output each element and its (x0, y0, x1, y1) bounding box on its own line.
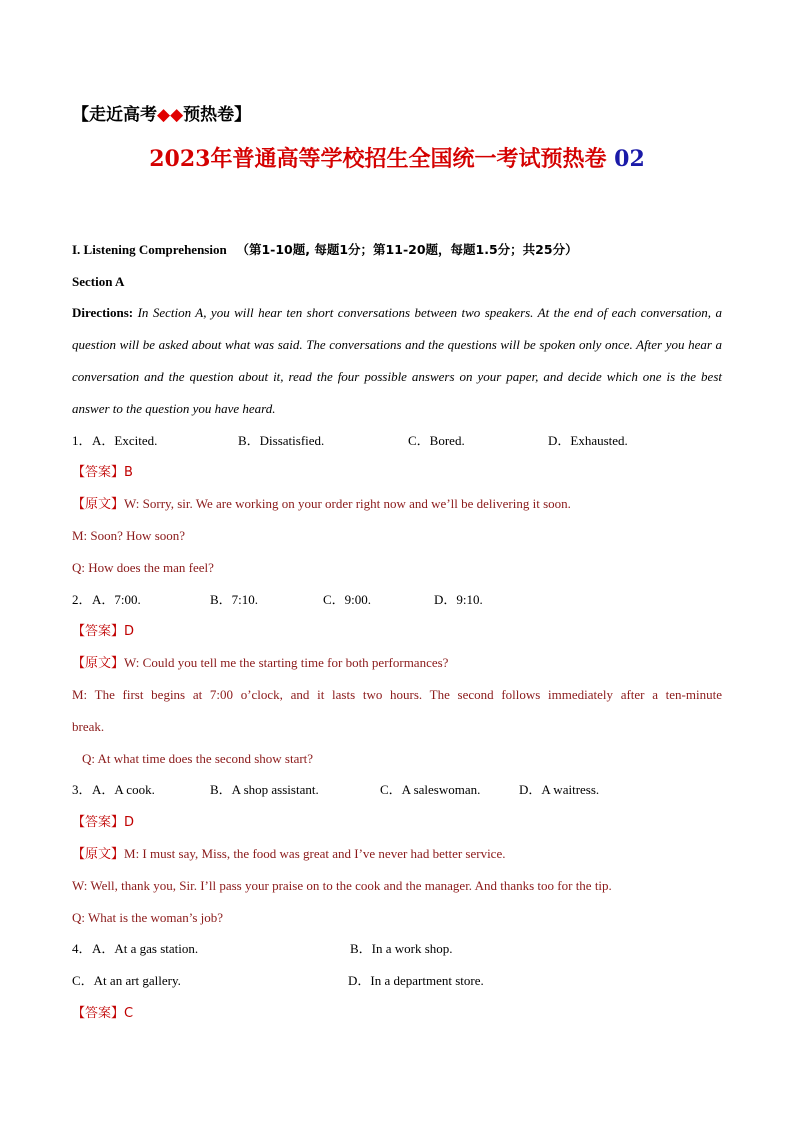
question-2-script-line: Q: At what time does the second show start? (82, 751, 314, 766)
answer-label: 【答案】 (72, 465, 125, 480)
original-label: 【原文】 (72, 656, 125, 671)
original-label: 【原文】 (72, 847, 125, 862)
question-4-answer (72, 1003, 722, 1024)
subsection-title: Section A (72, 274, 125, 289)
answer-label: 【答案】 (72, 624, 125, 639)
answer-value: C (124, 1006, 134, 1021)
answer-label: 【答案】 (72, 1006, 125, 1021)
question-3-script-line: Q: What is the woman’s job? (72, 910, 224, 925)
question-1-answer (72, 462, 722, 483)
exam-tag (72, 100, 251, 125)
question-1-script-line: M: Soon? How soon? (72, 528, 186, 543)
question-2-option-c: C．9:00. (323, 592, 372, 607)
title-main: 2023年普通高等学校招生全国统一考试预热卷 (149, 146, 607, 172)
answer-value: D (124, 624, 135, 639)
question-2-script-line (72, 653, 722, 674)
question-3-option-c: C．A saleswoman. (380, 782, 481, 797)
answer-label: 【答案】 (72, 815, 125, 830)
question-4-number: 4． (72, 941, 92, 956)
section-heading-note: （第1-10题, 每题1分；第11-20题，每题1.5分；共25分） (236, 242, 578, 257)
tag-right: 预热卷】 (183, 105, 252, 125)
script-text: W: Sorry, sir. We are working on your order right now and we’ll be delivering it soon. (124, 496, 571, 511)
question-4-option-d: D．In a department store. (348, 973, 484, 988)
title-number: 02 (614, 146, 645, 172)
question-1-option-d: D．Exhausted. (548, 433, 628, 448)
directions-text: In Section A, you will hear ten short conversations between two speakers. At the end of each conversation, a question will be asked about what was said. The conversations and the questions will be spoken only once. After you hear a conversation and the question about it, read the four possible answers on your paper, and decide which one is the best answer to the question you have heard. (72, 305, 722, 416)
section-heading (72, 240, 722, 260)
directions (72, 297, 722, 425)
section-heading-text: I. Listening Comprehension (72, 242, 227, 257)
question-2-option-b: B．7:10. (210, 592, 259, 607)
question-3-script-line (72, 844, 722, 865)
question-1-option-b: B．Dissatisfied. (238, 433, 325, 448)
question-2-answer (72, 621, 722, 642)
question-3-number: 3． (72, 782, 92, 797)
answer-value: B (124, 465, 133, 480)
question-4-option-a: A．At a gas station. (92, 941, 199, 956)
question-2-option-a: A．7:00. (92, 592, 141, 607)
answer-value: D (124, 815, 135, 830)
question-4-option-b: B．In a work shop. (350, 941, 453, 956)
question-1-number: 1． (72, 433, 92, 448)
question-2-script-line: M: The first begins at 7:00 o’clock, and it lasts two hours. The second follows immediately after a ten-minute (72, 687, 722, 702)
question-3-script-line: W: Well, thank you, Sir. I’ll pass your praise on to the cook and the manager. And thanks too for the tip. (72, 878, 612, 893)
script-text: W: Could you tell me the starting time for both performances? (124, 655, 449, 670)
question-1-option-a: A．Excited. (92, 433, 158, 448)
question-2-option-d: D．9:10. (434, 592, 483, 607)
question-3-option-a: A．A cook. (92, 782, 155, 797)
page-title (0, 142, 794, 173)
question-1-option-c: C．Bored. (408, 433, 465, 448)
tag-left: 【走近高考 (72, 105, 157, 125)
question-2-script-line: break. (72, 719, 105, 734)
question-4-option-c: C．At an art gallery. (72, 973, 181, 988)
script-text: M: I must say, Miss, the food was great and I’ve never had better service. (124, 846, 506, 861)
question-2-number: 2． (72, 592, 92, 607)
question-1-script-line: Q: How does the man feel? (72, 560, 214, 575)
question-3-option-b: B．A shop assistant. (210, 782, 319, 797)
question-3-option-d: D．A waitress. (519, 782, 600, 797)
original-label: 【原文】 (72, 497, 125, 512)
question-3-answer (72, 812, 722, 833)
question-1-script-line (72, 494, 722, 515)
diamond-icon: ◆◆ (157, 105, 184, 125)
directions-label: Directions: (72, 305, 134, 320)
